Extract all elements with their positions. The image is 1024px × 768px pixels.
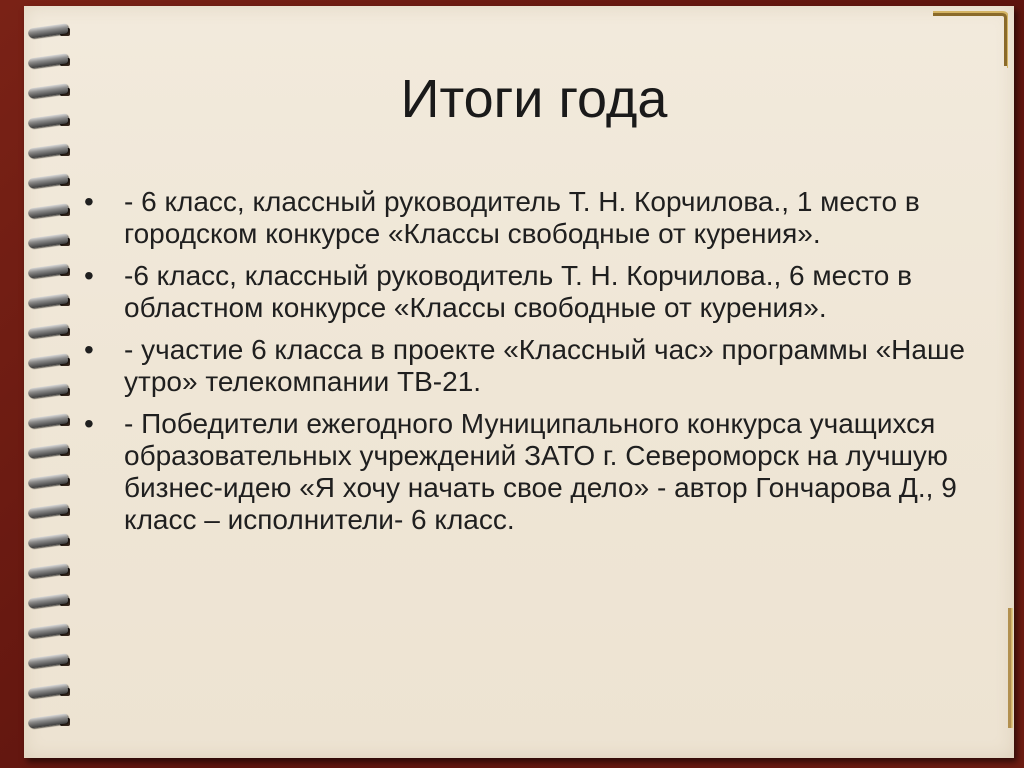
slide-title: Итоги года <box>400 69 668 129</box>
list-item <box>84 186 984 250</box>
binding-ring <box>28 594 76 610</box>
metal-edge-icon <box>994 608 1014 728</box>
list-item <box>84 334 984 398</box>
binding-ring <box>28 174 76 190</box>
binding-ring <box>28 414 76 430</box>
binding-ring <box>28 354 76 370</box>
binding-ring <box>28 84 76 100</box>
metal-corner-icon <box>928 10 1008 70</box>
list-item <box>84 260 984 324</box>
binding-ring <box>28 384 76 400</box>
binding-ring <box>28 54 76 70</box>
binding-ring <box>28 564 76 580</box>
bullet-marker: • <box>84 334 94 365</box>
binding-ring <box>28 24 76 40</box>
binding-ring <box>28 684 76 700</box>
binding-ring <box>28 714 76 730</box>
list-item-text: - Победители ежегодного Муниципального конкурса учащихся образовательных учреждений ЗАТО г. Североморск на лучшую бизнес-идею «Я хочу начать свое дело» - автор Гончарова Д., 9 класс – исполнители- 6 класс. <box>124 408 957 535</box>
list-item-text: - участие 6 класса в проекте «Классный час» программы «Наше утро» телекомпании ТВ-21. <box>124 334 965 397</box>
binding-ring <box>28 624 76 640</box>
list-item <box>84 408 984 536</box>
binding-ring <box>28 264 76 280</box>
binding-ring <box>28 444 76 460</box>
binding-ring <box>28 234 76 250</box>
spiral-binding-icon <box>24 24 84 754</box>
binding-ring <box>28 144 76 160</box>
list-item-text: - 6 класс, классный руководитель Т. Н. Корчилова., 1 место в городском конкурсе «Классы свободные от курения». <box>124 186 920 249</box>
binding-ring <box>28 534 76 550</box>
notebook-paper <box>24 6 1014 758</box>
list-item-text: -6 класс, классный руководитель Т. Н. Корчилова., 6 место в областном конкурсе «Классы свободные от курения». <box>124 260 912 323</box>
binding-ring <box>28 294 76 310</box>
bullet-marker: • <box>84 186 94 217</box>
bullet-marker: • <box>84 260 94 291</box>
binding-ring <box>28 474 76 490</box>
binding-ring <box>28 204 76 220</box>
binding-ring <box>28 504 76 520</box>
bullet-marker: • <box>84 408 94 439</box>
binding-ring <box>28 654 76 670</box>
binding-ring <box>28 114 76 130</box>
bullet-list <box>84 186 984 546</box>
binding-ring <box>28 324 76 340</box>
